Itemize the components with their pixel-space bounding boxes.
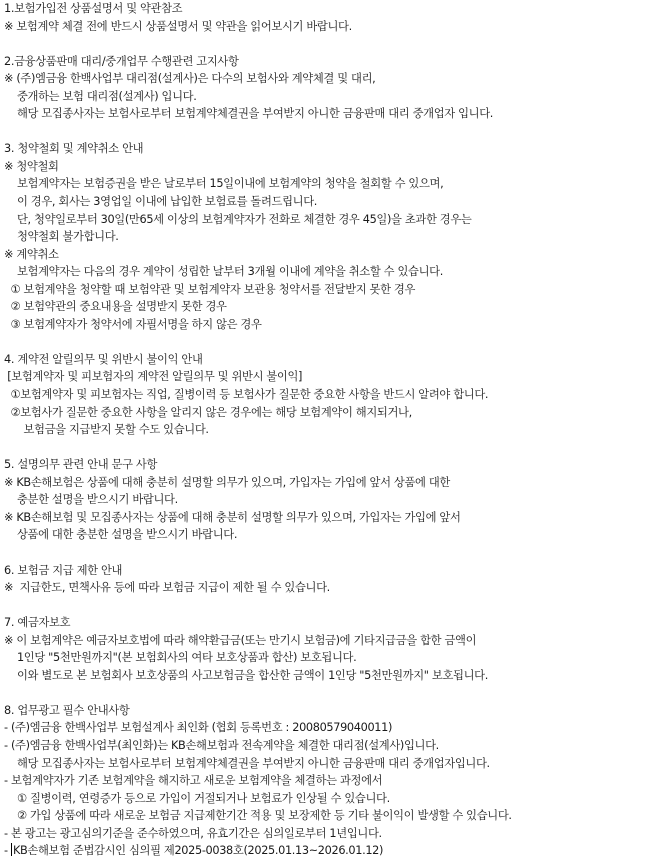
document-line: 7. 예금자보호 xyxy=(4,616,71,630)
document-line: ② 보험약관의 중요내용을 설명받지 못한 경우 xyxy=(4,300,227,314)
blank-line xyxy=(4,123,650,141)
blank-line xyxy=(4,597,650,615)
line-text: KB손해보험 준법감시인 심의필 제2025-0038호(2025.01.13~2026.01.12) xyxy=(12,844,384,858)
blank-line xyxy=(4,439,650,457)
document-line: - 본 광고는 광고심의기준을 준수하였으며, 유효기간은 심의일로부터 1년입니다. xyxy=(4,826,382,840)
document-line: 해당 모집종사자는 보험사로부터 보험계약체결권을 부여받지 아니한 금융판매 대리 중개업자 입니다. xyxy=(4,107,494,121)
document-line: ※ 청약철회 xyxy=(4,159,59,173)
text-cursor xyxy=(11,843,12,856)
document-line: 6. 보험금 지급 제한 안내 xyxy=(4,563,123,577)
document-line: 1.보험가입전 상품설명서 및 약관참조 xyxy=(4,2,183,15)
document-line: 중개하는 보험 대리점(설계사) 입니다. xyxy=(4,89,197,103)
document-line xyxy=(4,842,650,860)
document-line: ※ (주)엠금융 한백사업부 대리점(설계사)은 다수의 보험사와 계약체결 및 대리, xyxy=(4,72,376,86)
document-line: 5. 설명의무 관련 안내 문구 사항 xyxy=(4,458,158,472)
document-line: 충분한 설명을 받으시기 바랍니다. xyxy=(4,493,178,507)
document-line: ※ KB손해보험은 상품에 대해 충분히 설명할 의무가 있으며, 가입자는 가입에 앞서 상품에 대한 xyxy=(4,475,450,489)
document-line: 청약철회 불가합니다. xyxy=(4,230,119,244)
document-line: 2.금융상품판매 대리/중개업무 수행관련 고지사항 xyxy=(4,54,239,68)
document-line: ①보험계약자 및 피보험자는 직업, 질병이력 등 보험사가 질문한 중요한 사항을 반드시 알려야 합니다. xyxy=(4,388,489,402)
document-line: - (주)엠금융 한백사업부 보험설계사 최인화 (협회 등록번호 : 20080579040011) xyxy=(4,721,393,735)
document-line: 단, 청약일로부터 30일(만65세 이상의 보험계약자가 전화로 체결한 경우 45일)을 초과한 경우는 xyxy=(4,212,472,226)
document-line: ※ 계약취소 xyxy=(4,247,59,261)
blank-line xyxy=(4,35,650,53)
document-line: 보험계약자는 보험증권을 받은 날로부터 15일이내에 보험계약의 청약을 철회할 수 있으며, xyxy=(4,177,444,191)
document-line: ※ 이 보험계약은 예금자보호법에 따라 해약환급금(또는 만기시 보험금)에 기타지급금을 합한 금액이 xyxy=(4,633,477,647)
document-line: [보험계약자 및 피보험자의 계약전 알릴의무 및 위반시 불이익] xyxy=(4,370,303,384)
document-line: 이 경우, 회사는 3영업일 이내에 납입한 보험료를 돌려드립니다. xyxy=(4,195,318,209)
document-line: 4. 계약전 알릴의무 및 위반시 불이익 안내 xyxy=(4,352,203,366)
document-line: ※ KB손해보험 및 모집종사자는 상품에 대해 충분히 설명할 의무가 있으며, 가입자는 가입에 앞서 xyxy=(4,510,461,524)
document-line: - 보험계약자가 기존 보험계약을 해지하고 새로운 보험계약을 체결하는 과정에서 xyxy=(4,774,383,788)
blank-line xyxy=(4,333,650,351)
document-line: 1인당 "5천만원까지"(본 보험회사의 여타 보호상품과 합산) 보호됩니다. xyxy=(4,651,357,665)
blank-line xyxy=(4,544,650,562)
document-line: 3. 청약철회 및 계약취소 안내 xyxy=(4,142,144,156)
document-line: 해당 모집종사자는 보험사로부터 보험계약체결권을 부여받지 아니한 금융판매 대리 중개업자입니다. xyxy=(4,756,490,770)
document-line: 상품에 대한 충분한 설명을 받으시기 바랍니다. xyxy=(4,528,238,542)
document-line: ① 질병이력, 연령증가 등으로 가입이 거절되거나 보험료가 인상될 수 있습니다. xyxy=(4,791,390,805)
notice-document xyxy=(4,0,650,860)
document-line: 보험계약자는 다음의 경우 계약이 성립한 날부터 3개월 이내에 계약을 취소할 수 있습니다. xyxy=(4,265,443,279)
document-line: ※ 보험계약 체결 전에 반드시 상품설명서 및 약관을 읽어보시기 바랍니다. xyxy=(4,19,352,33)
line-prefix: - xyxy=(4,844,11,858)
document-line: - (주)엠금융 한백사업부(최인화)는 KB손해보험과 전속계약을 체결한 대리점(설계사)입니다. xyxy=(4,738,439,752)
document-line: 이와 별도로 본 보험회사 보호상품의 사고보험금을 합산한 금액이 1인당 "5천만원까지" 보호됩니다. xyxy=(4,668,488,682)
document-line: ②보험사가 질문한 중요한 사항을 알리지 않은 경우에는 해당 보험계약이 해지되거나, xyxy=(4,405,412,419)
document-line: 8. 업무광고 필수 안내사항 xyxy=(4,703,130,717)
document-line: 보험금을 지급받지 못할 수도 있습니다. xyxy=(4,423,209,437)
document-line: ① 보험계약을 청약할 때 보험약관 및 보험계약자 보관용 청약서를 전달받지 못한 경우 xyxy=(4,282,416,296)
blank-line xyxy=(4,684,650,702)
document-line: ② 가입 상품에 따라 새로운 보험금 지급제한기간 적용 및 보장제한 등 기타 불이익이 발생할 수 있습니다. xyxy=(4,809,512,823)
document-line: ※ 지급한도, 면책사유 등에 따라 보험금 지급이 제한 될 수 있습니다. xyxy=(4,581,330,595)
document-line: ③ 보험계약자가 청약서에 자필서명을 하지 않은 경우 xyxy=(4,317,262,331)
